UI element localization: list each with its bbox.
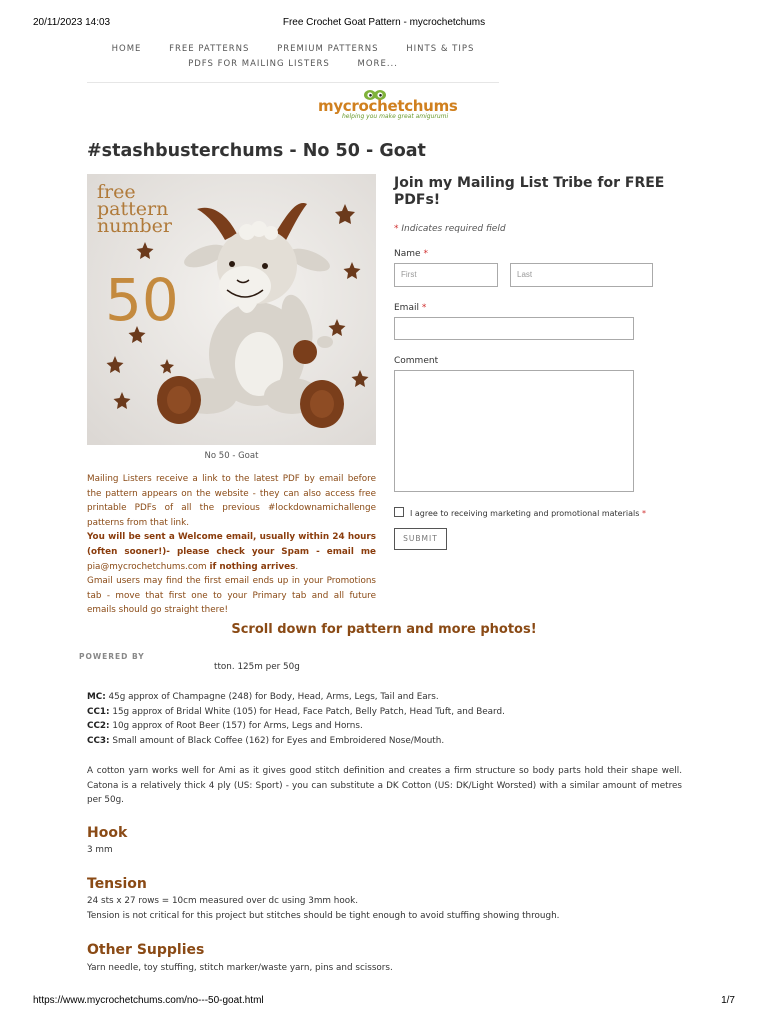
- yarn-code: CC2:: [87, 721, 110, 732]
- nothing-arrives-note: if nothing arrives: [209, 561, 296, 572]
- badge-line-free: free: [97, 181, 136, 203]
- agree-label: [410, 509, 646, 518]
- comment-textarea[interactable]: [394, 370, 634, 492]
- mailing-para-1: Mailing Listers receive a link to the latest PDF by email before the pattern appears on the website - they can also access free printable PDFs of all the previous #lockdownamichallenge patterns from that link.: [87, 474, 376, 528]
- name-label: [394, 249, 428, 259]
- agree-checkbox[interactable]: [394, 507, 404, 517]
- goat-photo: [87, 174, 376, 445]
- yarn-mc: [87, 690, 682, 705]
- first-name-input[interactable]: First: [394, 263, 498, 287]
- photo-caption: No 50 - Goat: [204, 451, 259, 461]
- yarn-cc1: [87, 705, 682, 720]
- email-input[interactable]: [394, 317, 634, 340]
- powered-by: POWERED BY: [79, 652, 145, 661]
- nav-pdfs-mailing[interactable]: PDFS FOR MAILING LISTERS: [188, 59, 330, 69]
- nav-premium-patterns[interactable]: PREMIUM PATTERNS: [277, 44, 379, 54]
- scroll-note: Scroll down for pattern and more photos!: [231, 622, 537, 637]
- yarn-code: CC1:: [87, 706, 110, 717]
- nav-hints-tips[interactable]: HINTS & TIPS: [406, 44, 475, 54]
- supplies-text: Yarn needle, toy stuffing, stitch marker/waste yarn, pins and scissors.: [87, 963, 393, 973]
- email-required-star: *: [421, 303, 427, 313]
- badge-line-number: number: [97, 215, 172, 237]
- agree-required-star: *: [641, 509, 646, 518]
- mailing-para-2: [87, 530, 376, 574]
- print-page-number: 1/7: [721, 995, 735, 1006]
- yarn-desc: 15g approx of Bridal White (105) for Head, Face Patch, Belly Patch, Head Tuft, and Beard.: [109, 706, 505, 717]
- required-note-text: Indicates required field: [401, 224, 506, 234]
- tension-line-2: Tension is not critical for this project but stitches should be tight enough to avoid stuffing showing through.: [87, 910, 560, 921]
- nav-divider: [87, 82, 499, 83]
- welcome-email-note: You will be sent a Welcome email, usually within 24 hours (often sooner!)- please check your Spam - email me: [87, 532, 376, 557]
- print-title: Free Crochet Goat Pattern - mycrochetchums: [282, 17, 486, 28]
- hook-text: 3 mm: [87, 845, 113, 855]
- email-label: [394, 303, 426, 313]
- agree-text: I agree to receiving marketing and promotional materials: [410, 509, 640, 518]
- logo-tagline: helping you make great amigurumi: [342, 113, 449, 120]
- yarn-code: CC3:: [87, 735, 110, 746]
- print-date: 20/11/2023 14:03: [33, 17, 111, 28]
- nav-free-patterns[interactable]: FREE PATTERNS: [169, 44, 250, 54]
- photo-badge-text: [97, 181, 172, 237]
- contact-email[interactable]: pia@mycrochetchums.com: [87, 561, 207, 572]
- yarn-code: MC:: [87, 692, 106, 702]
- nav-more[interactable]: MORE...: [357, 59, 398, 69]
- yarn-desc: 45g approx of Champagne (248) for Body, Head, Arms, Legs, Tail and Ears.: [105, 692, 439, 702]
- tension-text: [87, 894, 682, 923]
- submit-button[interactable]: SUBMIT: [394, 528, 447, 550]
- mailing-info: [87, 472, 376, 618]
- last-name-input[interactable]: Last: [510, 263, 653, 287]
- logo-wordmark: mycrochetchums: [318, 97, 458, 115]
- form-title: Join my Mailing List Tribe for FREE PDFs!: [394, 175, 665, 208]
- mailing-para-3: Gmail users may find the first email ends up in your Promotions tab - move that first one to your Primary tab and all future emails should go straight there!: [87, 576, 376, 616]
- site-logo[interactable]: [318, 88, 458, 122]
- tension-line-1: 24 sts x 27 rows = 10cm measured over dc using 3mm hook.: [87, 896, 359, 906]
- yarn-cc2: [87, 719, 682, 734]
- supplies-heading: Other Supplies: [87, 942, 205, 958]
- cotton-note: A cotton yarn works well for Ami as it gives good stitch definition and creates a firm structure so body parts hold their shape well. Catona is a relatively thick 4 ply (US: Sport) - you can substitute a DK Cotton (US: DK/Light Worsted) with a similar amount of metres per 50g.: [87, 766, 682, 806]
- site-nav: [87, 42, 499, 72]
- name-required-star: *: [423, 249, 428, 259]
- page-title: #stashbusterchums - No 50 - Goat: [87, 141, 426, 161]
- para2-period: .: [295, 561, 299, 572]
- badge-line-pattern: pattern: [97, 198, 169, 220]
- nav-row-2: [87, 57, 499, 72]
- yarn-desc: 10g approx of Root Beer (157) for Arms, Legs and Horns.: [109, 721, 363, 732]
- required-note: [394, 224, 506, 234]
- email-label-text: Email: [394, 303, 419, 313]
- required-star: *: [394, 224, 399, 234]
- tension-heading: Tension: [87, 876, 147, 892]
- yarn-list: [87, 690, 682, 748]
- badge-number: 50: [105, 266, 179, 334]
- hook-heading: Hook: [87, 825, 128, 841]
- yarn-partial-line: tton. 125m per 50g: [214, 662, 300, 672]
- nav-row-1: [87, 42, 499, 57]
- yarn-cc3: [87, 734, 682, 749]
- nav-home[interactable]: HOME: [111, 44, 142, 54]
- comment-label: Comment: [394, 356, 439, 366]
- print-url[interactable]: https://www.mycrochetchums.com/no---50-goat.html: [33, 995, 264, 1006]
- yarn-desc: Small amount of Black Coffee (162) for Eyes and Embroidered Nose/Mouth.: [109, 735, 445, 746]
- name-label-text: Name: [394, 249, 421, 259]
